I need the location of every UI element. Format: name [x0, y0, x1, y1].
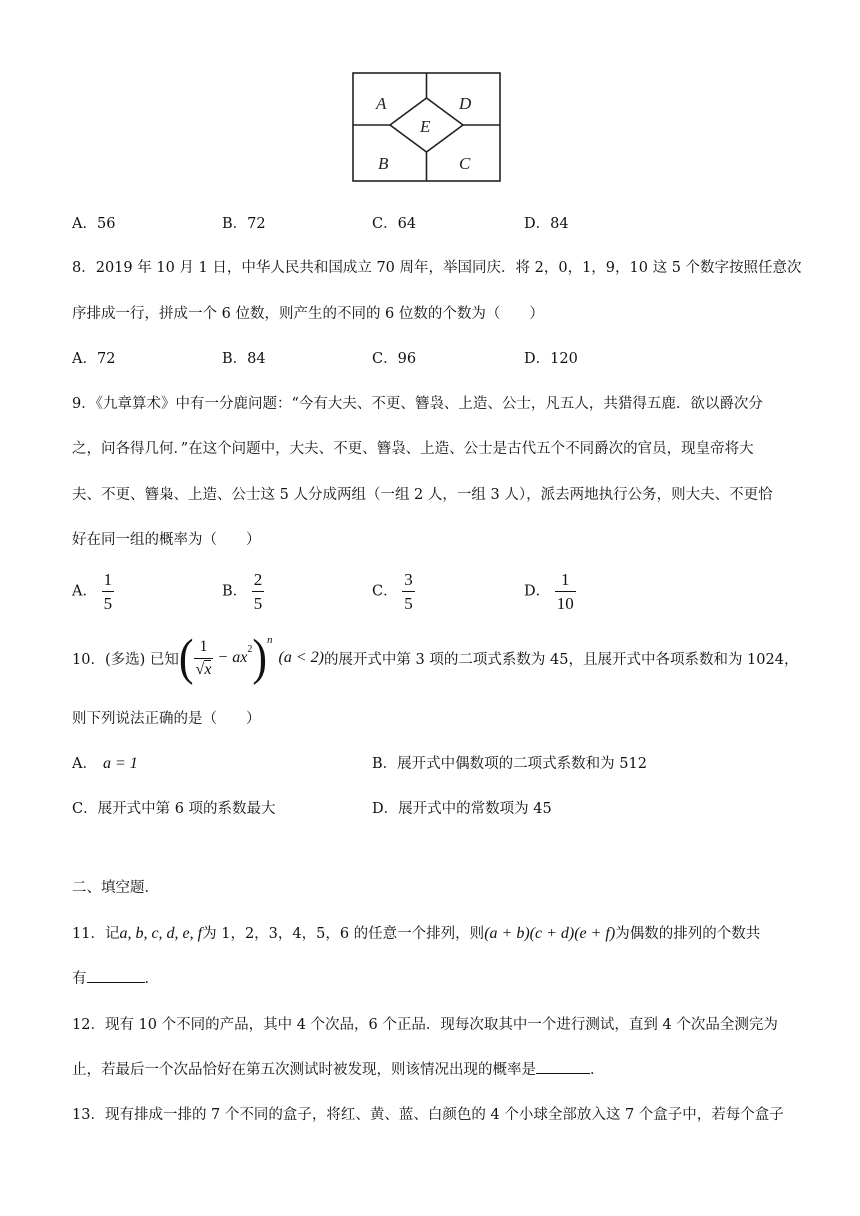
q11-line-2: 有 ． [72, 971, 159, 987]
q9-option-a-label: A． [72, 583, 97, 600]
q9-option-c [372, 571, 415, 612]
region-e-label: E [420, 117, 431, 136]
q7-option-d: D．84 [524, 216, 569, 232]
q12-line-1: 12．现有 10 个不同的产品，其中 4 个次品，6 个正品．现每次取其中一个进行测试，直到 4 个次品全测完为 [72, 1017, 778, 1033]
q9-option-b [222, 571, 264, 612]
q10-line-1 [72, 629, 799, 686]
q7-option-b: B．72 [222, 216, 266, 232]
q10-option-a-math: a = 1 [102, 755, 138, 772]
q8-option-b: B．84 [222, 351, 266, 367]
q10-fraction: $\frac{1}{√x}$ [195, 637, 212, 678]
q9-option-c-fraction: $\frac{3}{5}$ [404, 570, 413, 613]
q10-right-paren: ) [252, 629, 267, 686]
q11-vars: a, b, c, d, e, f [119, 925, 203, 942]
q12-line-2: 止，若最后一个次品恰好在第五次测试时被发现，则该情况出现的概率是 ． [72, 1062, 605, 1078]
q10-option-a: A． a = 1 [72, 755, 138, 772]
region-diagram [352, 72, 502, 184]
q10-exp-n: n [266, 634, 273, 646]
q8-line-1: 8．2019 年 10 月 1 日，中华人民共和国成立 70 周年，举国同庆．将 2，0，1，9，10 这 5 个数字按照任意次 [72, 260, 802, 276]
q10-suffix: 的展开式中第 3 项的二项式系数为 45，且展开式中各项系数和为 1024， [323, 651, 799, 668]
q10-minus-term: − ax [217, 649, 248, 666]
q11-line-1: 11．记a, b, c, d, e, f为 1，2，3，4，5，6 的任意一个排列，则(a + b)(c + d)(e + f)为偶数的排列的个数共 [72, 925, 761, 942]
q11-expr: (a + b)(c + d)(e + f) [484, 925, 616, 942]
q9-option-b-fraction: $\frac{2}{5}$ [253, 570, 263, 613]
q9-option-d-fraction: $\frac{1}{10}$ [556, 570, 574, 613]
q11-answer-blank[interactable] [87, 982, 145, 983]
q10-line-2: 则下列说法正确的是（ ） [72, 711, 261, 727]
q13-line-1: 13．现有排成一排的 7 个不同的盒子，将红、黄、蓝、白颜色的 4 个小球全部放入这 7 个盒子中，若每个盒子 [72, 1107, 784, 1123]
q9-option-c-label: C． [372, 583, 398, 600]
q8-option-d: D．120 [524, 351, 578, 367]
section-title: 二、填空题． [72, 880, 159, 896]
region-a-label: A [376, 94, 387, 113]
q9-option-a [72, 571, 114, 612]
region-c-label: C [459, 154, 471, 173]
region-d-label: D [459, 94, 472, 113]
q10-prefix: 10．(多选) 已知 [72, 651, 179, 668]
q9-line-2: 之，问各得几何．”在这个问题中，大夫、不更、簪袅、上造、公士是古代五个不同爵次的官员，现皇帝将大 [72, 441, 754, 457]
q9-line-1: 9．《九章算术》中有一分鹿问题：“今有大夫、不更、簪袅、上造、公士，凡五人，共猎得五鹿．欲以爵次分 [72, 396, 763, 412]
q10-left-paren: ( [178, 629, 194, 686]
q8-option-c: C．96 [372, 351, 417, 367]
q10-option-b: B．展开式中偶数项的二项式系数和为 512 [372, 756, 647, 772]
q10-exp2: 2 [247, 644, 253, 655]
q7-option-c: C．64 [372, 216, 417, 232]
q8-option-a: A．72 [72, 351, 116, 367]
q9-option-a-fraction: $\frac{1}{5}$ [103, 570, 113, 613]
q7-option-a: A．56 [72, 216, 116, 232]
region-b-label: B [378, 154, 389, 173]
q8-line-2: 序排成一行，拼成一个 6 位数，则产生的不同的 6 位数的个数为（ ） [72, 306, 544, 322]
q10-condition: (a < 2) [278, 649, 324, 666]
q9-line-3: 夫、不更、簪枭、上造、公士这 5 人分成两组（一组 2 人，一组 3 人），派去两地执行公务，则大夫、不更恰 [72, 487, 773, 503]
q10-option-d: D．展开式中的常数项为 45 [372, 801, 552, 817]
q12-answer-blank[interactable] [536, 1073, 590, 1074]
q9-option-d [524, 571, 576, 612]
q9-option-b-label: B． [222, 583, 248, 600]
q9-option-d-label: D． [524, 583, 551, 600]
q10-option-c: C．展开式中第 6 项的系数最大 [72, 801, 276, 817]
q9-line-4: 好在同一组的概率为（ ） [72, 532, 261, 548]
